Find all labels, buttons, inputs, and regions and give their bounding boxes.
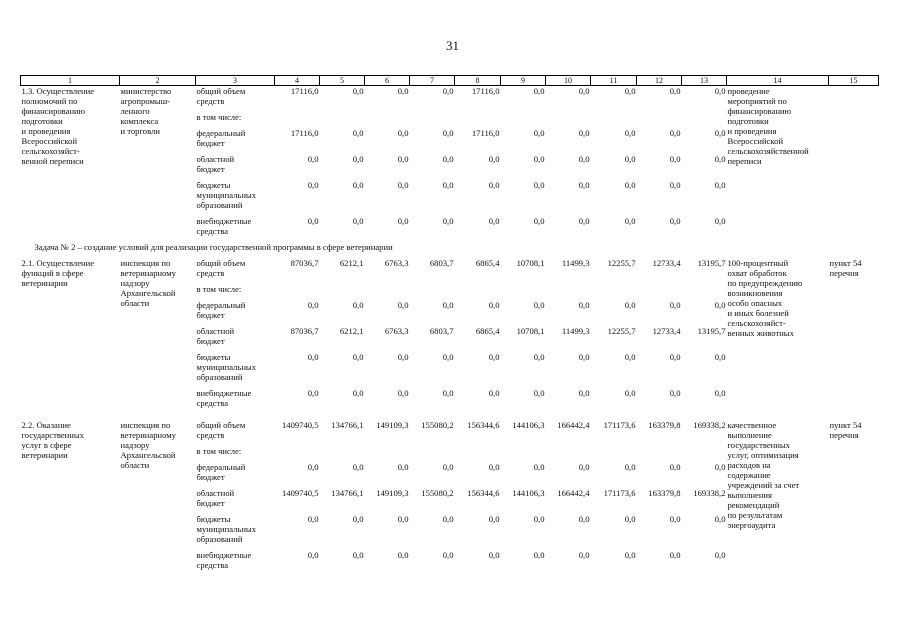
funding-value: 0,0 xyxy=(624,300,636,310)
funding-value: 0,0 xyxy=(307,462,319,472)
funding-value: 0,0 xyxy=(442,86,454,96)
funding-value: 0,0 xyxy=(488,352,500,362)
funding-source: в том числе: xyxy=(196,446,242,456)
funding-value xyxy=(455,112,501,128)
funding-value: 0,0 xyxy=(624,128,636,138)
funding-value: 0,0 xyxy=(714,514,726,524)
funding-value: 0,0 xyxy=(352,300,364,310)
funding-value: 0,0 xyxy=(533,180,545,190)
funding-source: бюджеты муниципальных образований xyxy=(196,514,256,544)
funding-value: 0,0 xyxy=(578,180,590,190)
funding-value xyxy=(591,446,637,462)
funding-value: 0,0 xyxy=(533,352,545,362)
funding-value: 0,0 xyxy=(307,154,319,164)
funding-value: 0,0 xyxy=(488,154,500,164)
funding-value: 0,0 xyxy=(624,180,636,190)
executor-name: министерство агропромыш- ленного комплекса и торговли xyxy=(120,86,172,136)
funding-value: 0,0 xyxy=(714,352,726,362)
funding-value xyxy=(501,446,546,462)
list-reference xyxy=(829,86,879,237)
funding-value: 0,0 xyxy=(533,216,545,226)
funding-value: 134766,1 xyxy=(331,420,364,430)
funding-value: 0,0 xyxy=(669,462,681,472)
funding-value: 0,0 xyxy=(352,128,364,138)
funding-value: 0,0 xyxy=(578,216,590,226)
funding-value xyxy=(546,112,591,128)
funding-value: 0,0 xyxy=(578,462,590,472)
column-header: 4 xyxy=(275,76,320,86)
column-header: 6 xyxy=(365,76,410,86)
funding-value: 0,0 xyxy=(488,216,500,226)
funding-value: 0,0 xyxy=(442,180,454,190)
funding-value: 6763,3 xyxy=(384,326,409,336)
funding-value: 0,0 xyxy=(714,154,726,164)
measure-name: 2.1. Осуществление функций в сфере ветеринарии xyxy=(21,258,95,288)
column-header: 13 xyxy=(682,76,727,86)
funding-value: 0,0 xyxy=(714,462,726,472)
funding-value xyxy=(275,112,320,128)
page-number: 31 xyxy=(446,38,459,53)
funding-value: 169338,2 xyxy=(693,420,726,430)
column-header: 14 xyxy=(727,76,829,86)
funding-value: 0,0 xyxy=(442,216,454,226)
funding-value xyxy=(410,284,455,300)
funding-value: 0,0 xyxy=(397,128,409,138)
funding-value xyxy=(455,284,501,300)
funding-value: 0,0 xyxy=(307,388,319,398)
funding-source: общий объем средств xyxy=(196,420,246,440)
funding-value: 0,0 xyxy=(397,352,409,362)
funding-value xyxy=(455,446,501,462)
funding-value: 0,0 xyxy=(669,300,681,310)
funding-value: 134766,1 xyxy=(331,488,364,498)
funding-value: 87036,7 xyxy=(290,258,319,268)
funding-value: 0,0 xyxy=(533,514,545,524)
funding-value: 0,0 xyxy=(307,216,319,226)
column-header: 8 xyxy=(455,76,501,86)
funding-value: 10708,1 xyxy=(516,258,545,268)
funding-value: 0,0 xyxy=(488,462,500,472)
funding-value xyxy=(365,446,410,462)
column-header: 9 xyxy=(501,76,546,86)
funding-value: 171173,6 xyxy=(603,420,636,430)
funding-value: 0,0 xyxy=(442,352,454,362)
funding-value: 171173,6 xyxy=(603,488,636,498)
funding-value xyxy=(365,112,410,128)
funding-value: 0,0 xyxy=(624,550,636,560)
funding-value: 144106,3 xyxy=(512,488,545,498)
funding-value: 0,0 xyxy=(397,216,409,226)
funding-value: 0,0 xyxy=(669,550,681,560)
column-header: 12 xyxy=(637,76,682,86)
funding-value: 0,0 xyxy=(533,154,545,164)
funding-value: 0,0 xyxy=(624,216,636,226)
funding-value xyxy=(320,284,365,300)
funding-value: 0,0 xyxy=(669,86,681,96)
column-header: 10 xyxy=(546,76,591,86)
funding-value: 0,0 xyxy=(488,550,500,560)
funding-value: 156344,6 xyxy=(467,488,500,498)
funding-value: 166442,4 xyxy=(557,488,590,498)
funding-source: областной бюджет xyxy=(196,326,235,346)
list-reference: пункт 54 перечня xyxy=(829,420,862,440)
funding-value: 0,0 xyxy=(397,154,409,164)
funding-value: 0,0 xyxy=(442,388,454,398)
funding-value: 0,0 xyxy=(624,514,636,524)
funding-value: 0,0 xyxy=(533,300,545,310)
funding-value: 0,0 xyxy=(397,514,409,524)
column-header: 15 xyxy=(829,76,879,86)
funding-value xyxy=(320,446,365,462)
funding-value: 11499,3 xyxy=(561,258,590,268)
funding-value: 6212,1 xyxy=(339,258,364,268)
funding-value xyxy=(546,284,591,300)
table-row xyxy=(21,86,879,113)
funding-value: 0,0 xyxy=(442,514,454,524)
funding-value: 0,0 xyxy=(307,352,319,362)
funding-value: 0,0 xyxy=(669,216,681,226)
funding-source: федеральный бюджет xyxy=(196,462,246,482)
funding-value: 0,0 xyxy=(669,154,681,164)
funding-value: 0,0 xyxy=(488,388,500,398)
funding-value: 0,0 xyxy=(578,154,590,164)
column-header: 5 xyxy=(320,76,365,86)
funding-value: 0,0 xyxy=(352,180,364,190)
executor-name: инспекция по ветеринарному надзору Архангельской области xyxy=(120,420,176,470)
funding-value: 0,0 xyxy=(352,154,364,164)
funding-value: 6803,7 xyxy=(429,258,454,268)
funding-value xyxy=(682,446,727,462)
funding-value: 0,0 xyxy=(307,514,319,524)
funding-value: 0,0 xyxy=(442,300,454,310)
funding-value xyxy=(501,112,546,128)
funding-value: 144106,3 xyxy=(512,420,545,430)
funding-value: 0,0 xyxy=(352,216,364,226)
column-header: 2 xyxy=(120,76,196,86)
funding-value: 0,0 xyxy=(624,462,636,472)
funding-value: 0,0 xyxy=(488,300,500,310)
funding-value: 6865,4 xyxy=(475,258,500,268)
funding-value xyxy=(591,112,637,128)
funding-value: 1409740,5 xyxy=(281,488,319,498)
funding-source: внебюджетные средства xyxy=(196,216,252,236)
funding-value: 155080,2 xyxy=(421,488,454,498)
table-row xyxy=(21,258,879,284)
funding-value: 0,0 xyxy=(352,550,364,560)
funding-value xyxy=(546,446,591,462)
funding-value: 0,0 xyxy=(442,550,454,560)
funding-source: областной бюджет xyxy=(196,488,235,508)
funding-value: 0,0 xyxy=(352,514,364,524)
funding-value xyxy=(320,112,365,128)
funding-value: 0,0 xyxy=(624,86,636,96)
funding-value: 0,0 xyxy=(714,128,726,138)
funding-source: внебюджетные средства xyxy=(196,550,252,570)
funding-value: 0,0 xyxy=(352,462,364,472)
funding-value xyxy=(682,284,727,300)
funding-value: 156344,6 xyxy=(467,420,500,430)
funding-value: 0,0 xyxy=(307,300,319,310)
measure-name: 2.2. Оказание государственных услуг в сфере ветеринарии xyxy=(21,420,84,460)
spacer-row xyxy=(21,408,879,420)
funding-value: 0,0 xyxy=(442,154,454,164)
funding-value: 0,0 xyxy=(714,216,726,226)
funding-value xyxy=(682,112,727,128)
funding-value: 12255,7 xyxy=(607,258,636,268)
funding-value: 0,0 xyxy=(714,388,726,398)
task-title: Задача № 2 – создание условий для реализации государственной программы в сфере ветеринарии xyxy=(34,242,393,252)
funding-value: 163379,8 xyxy=(648,420,681,430)
funding-source: в том числе: xyxy=(196,112,242,122)
funding-value: 0,0 xyxy=(578,550,590,560)
funding-value: 149109,3 xyxy=(376,488,409,498)
funding-value: 0,0 xyxy=(624,154,636,164)
funding-value: 1409740,5 xyxy=(281,420,319,430)
funding-source: бюджеты муниципальных образований xyxy=(196,180,256,210)
funding-value: 163379,8 xyxy=(648,488,681,498)
funding-value xyxy=(275,446,320,462)
funding-source: внебюджетные средства xyxy=(196,388,252,408)
expected-result: качественное выполнение государственных услуг, оптимизация расходов на содержание учреждений за счет выполнения рекомендаций по результатам энергоаудита xyxy=(727,420,800,530)
funding-value: 0,0 xyxy=(578,352,590,362)
funding-source: общий объем средств xyxy=(196,86,246,106)
funding-value: 0,0 xyxy=(397,388,409,398)
funding-source: федеральный бюджет xyxy=(196,128,246,148)
table-row xyxy=(21,420,879,446)
funding-value: 17116,0 xyxy=(290,86,319,96)
funding-value: 0,0 xyxy=(578,388,590,398)
funding-value xyxy=(365,284,410,300)
funding-value: 0,0 xyxy=(442,128,454,138)
funding-value: 0,0 xyxy=(352,86,364,96)
funding-value: 0,0 xyxy=(578,514,590,524)
funding-value: 6763,3 xyxy=(384,258,409,268)
task-row xyxy=(21,236,879,258)
funding-value: 0,0 xyxy=(352,388,364,398)
funding-value: 166442,4 xyxy=(557,420,590,430)
funding-value xyxy=(501,284,546,300)
funding-value: 155080,2 xyxy=(421,420,454,430)
funding-value: 6865,4 xyxy=(475,326,500,336)
funding-value: 0,0 xyxy=(397,180,409,190)
funding-source: общий объем средств xyxy=(196,258,246,278)
funding-value xyxy=(637,112,682,128)
measure-name: 1.3. Осуществление полномочий по финансированию подготовки и проведения Всероссийской сельскохозяйст- венной переписи xyxy=(21,86,95,166)
funding-value: 0,0 xyxy=(714,180,726,190)
funding-value: 0,0 xyxy=(397,550,409,560)
funding-value xyxy=(410,112,455,128)
funding-value: 12733,4 xyxy=(652,258,681,268)
funding-value: 17116,0 xyxy=(290,128,319,138)
funding-value: 149109,3 xyxy=(376,420,409,430)
table-body xyxy=(21,86,879,571)
funding-value: 0,0 xyxy=(624,388,636,398)
funding-value: 6212,1 xyxy=(339,326,364,336)
funding-value: 0,0 xyxy=(397,462,409,472)
funding-value xyxy=(275,284,320,300)
list-reference: пункт 54 перечня xyxy=(829,258,862,278)
funding-source: в том числе: xyxy=(196,284,242,294)
funding-value xyxy=(637,446,682,462)
funding-value: 0,0 xyxy=(488,514,500,524)
funding-value: 0,0 xyxy=(533,462,545,472)
funding-value: 0,0 xyxy=(307,180,319,190)
expected-result: 100-процентный охват обработок по предупреждению возникновения особо опасных и иных болезней сельскохозяйст- венных животных xyxy=(727,258,803,338)
funding-value: 17116,0 xyxy=(471,86,500,96)
funding-value: 11499,3 xyxy=(561,326,590,336)
funding-value: 0,0 xyxy=(669,352,681,362)
column-header: 7 xyxy=(410,76,455,86)
funding-source: федеральный бюджет xyxy=(196,300,246,320)
funding-value: 0,0 xyxy=(578,300,590,310)
funding-value xyxy=(637,284,682,300)
funding-value: 0,0 xyxy=(624,352,636,362)
funding-value: 0,0 xyxy=(397,86,409,96)
funding-value: 0,0 xyxy=(714,550,726,560)
spacer-cell xyxy=(21,408,879,420)
funding-value: 0,0 xyxy=(669,388,681,398)
funding-value: 0,0 xyxy=(669,128,681,138)
funding-value: 6803,7 xyxy=(429,326,454,336)
funding-value: 17116,0 xyxy=(471,128,500,138)
funding-value: 0,0 xyxy=(397,300,409,310)
funding-source: бюджеты муниципальных образований xyxy=(196,352,256,382)
funding-source: областной бюджет xyxy=(196,154,235,174)
funding-value: 0,0 xyxy=(533,388,545,398)
funding-value: 0,0 xyxy=(714,300,726,310)
funding-value: 0,0 xyxy=(307,550,319,560)
funding-value: 0,0 xyxy=(578,128,590,138)
funding-value: 0,0 xyxy=(533,550,545,560)
column-number-row xyxy=(21,76,879,86)
funding-value: 0,0 xyxy=(578,86,590,96)
program-table xyxy=(20,75,879,570)
funding-value: 0,0 xyxy=(714,86,726,96)
funding-value: 0,0 xyxy=(442,462,454,472)
funding-value: 10708,1 xyxy=(516,326,545,336)
funding-value: 12733,4 xyxy=(652,326,681,336)
funding-value xyxy=(591,284,637,300)
funding-value: 0,0 xyxy=(352,352,364,362)
column-header: 11 xyxy=(591,76,637,86)
funding-value: 169338,2 xyxy=(693,488,726,498)
executor-name: инспекция по ветеринарному надзору Архангельской области xyxy=(120,258,176,308)
funding-value: 13195,7 xyxy=(697,258,726,268)
funding-value: 0,0 xyxy=(533,128,545,138)
funding-value: 87036,7 xyxy=(290,326,319,336)
funding-value: 0,0 xyxy=(488,180,500,190)
funding-value: 0,0 xyxy=(669,514,681,524)
funding-value: 0,0 xyxy=(533,86,545,96)
funding-value: 13195,7 xyxy=(697,326,726,336)
column-header: 1 xyxy=(21,76,120,86)
funding-value xyxy=(410,446,455,462)
funding-value: 12255,7 xyxy=(607,326,636,336)
column-header: 3 xyxy=(196,76,275,86)
funding-value: 0,0 xyxy=(669,180,681,190)
expected-result: проведение мероприятий по финансированию подготовки и проведения Всероссийской сельскохозяйственной переписи xyxy=(727,86,809,166)
